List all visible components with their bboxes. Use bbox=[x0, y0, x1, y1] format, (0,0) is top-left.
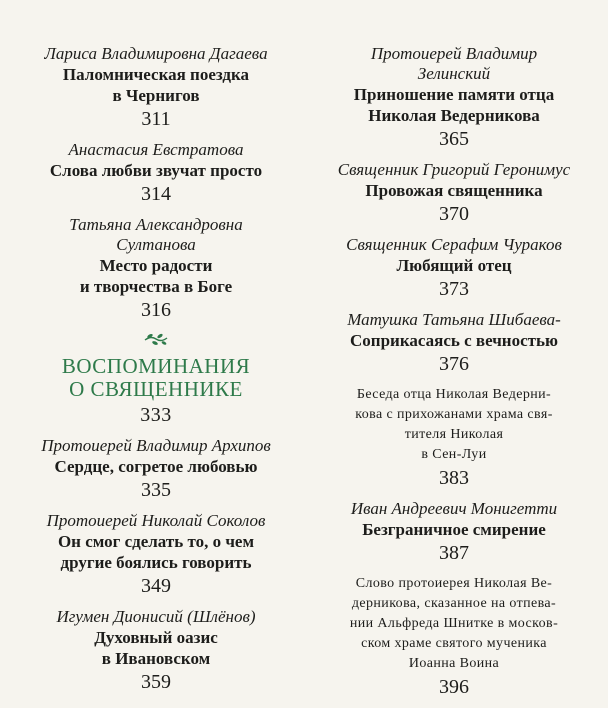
entry-author: Протоиерей Владимир Архипов bbox=[41, 436, 271, 455]
toc-entry bbox=[308, 385, 600, 490]
toc-entry bbox=[10, 511, 302, 598]
entry-text-line: ском храме святого мученика bbox=[361, 636, 547, 651]
toc-entry bbox=[10, 436, 302, 502]
entry-author: Анастасия Евстратова bbox=[68, 140, 244, 159]
entry-page-number: 333 bbox=[140, 404, 172, 426]
entry-title-line: и творчества в Боге bbox=[79, 277, 233, 296]
entry-author: Лариса Владимировна Дагаева bbox=[44, 44, 268, 63]
entry-page-number: 314 bbox=[141, 183, 171, 205]
toc-entry bbox=[10, 215, 302, 322]
entry-title-line: Приношение памяти отца bbox=[353, 85, 555, 104]
entry-title-line: Безграничное смирение bbox=[362, 520, 546, 539]
entry-title-line: в Чернигов bbox=[112, 86, 200, 105]
entry-title-line: Место радости bbox=[99, 256, 213, 275]
entry-author-line: Протоиерей Владимир bbox=[370, 44, 538, 63]
section-title-line: ВОСПОМИНАНИЯ bbox=[61, 354, 251, 378]
entry-author: Священник Серафим Чураков bbox=[346, 235, 562, 254]
entry-title-line: Николая Ведерникова bbox=[368, 106, 540, 125]
entry-title-line: Паломническая поездка bbox=[62, 65, 250, 84]
entry-page-number: 316 bbox=[141, 299, 171, 321]
entry-author: Игумен Дионисий (Шлёнов) bbox=[56, 607, 256, 626]
entry-text-line: Иоанна Воина bbox=[408, 656, 500, 671]
entry-title-line: другие боялись говорить bbox=[60, 553, 252, 572]
entry-title-line: Сердце, согретое любовью bbox=[54, 457, 258, 476]
entry-title-line: Любящий отец bbox=[396, 256, 512, 275]
entry-page-number: 365 bbox=[439, 128, 469, 150]
entry-title-line: Слова любви звучат просто bbox=[49, 161, 263, 180]
entry-page-number: 349 bbox=[141, 575, 171, 597]
entry-author: Протоиерей Николай Соколов bbox=[46, 511, 266, 530]
toc-entry bbox=[10, 44, 302, 131]
entry-text-line: Слово протоиерея Николая Ве- bbox=[355, 576, 553, 591]
entry-author: Иван Андреевич Монигетти bbox=[350, 499, 558, 518]
toc-entry bbox=[308, 235, 600, 301]
entry-author: Матушка Татьяна Шибаева- bbox=[347, 310, 561, 329]
entry-page-number: 359 bbox=[141, 671, 171, 693]
toc-left-column bbox=[10, 44, 302, 703]
section-heading bbox=[10, 355, 302, 427]
entry-title-line: Соприкасаясь с вечностью bbox=[350, 331, 558, 350]
entry-text-line: Беседа отца Николая Ведерни- bbox=[356, 387, 552, 402]
toc-entry bbox=[10, 140, 302, 206]
entry-title-line: Он смог сделать то, о чем bbox=[57, 532, 255, 551]
toc-entry bbox=[308, 310, 600, 376]
entry-page-number: 376 bbox=[439, 353, 469, 375]
entry-title-line: в Ивановском bbox=[101, 649, 211, 668]
entry-author: Священник Григорий Геронимус bbox=[337, 160, 571, 179]
entry-page-number: 396 bbox=[439, 676, 469, 698]
entry-page-number: 387 bbox=[439, 542, 469, 564]
entry-page-number: 335 bbox=[141, 479, 171, 501]
entry-text-line: в Сен-Луи bbox=[421, 447, 487, 462]
entry-text-line: дерникова, сказанное на отпева- bbox=[351, 596, 557, 611]
toc-entry bbox=[308, 499, 600, 565]
entry-author-line: Татьяна Александровна bbox=[69, 215, 243, 234]
toc-right-column bbox=[308, 44, 600, 708]
entry-page-number: 370 bbox=[439, 203, 469, 225]
entry-author-line: Зелинский bbox=[417, 64, 491, 83]
toc-entry bbox=[308, 44, 600, 151]
toc-entry bbox=[308, 574, 600, 699]
entry-page-number: 373 bbox=[439, 278, 469, 300]
entry-title-line: Духовный оазис bbox=[94, 628, 218, 647]
leaf-ornament-icon bbox=[143, 331, 169, 347]
entry-page-number: 383 bbox=[439, 467, 469, 489]
toc-entry bbox=[10, 607, 302, 694]
section-title-line: О СВЯЩЕННИКЕ bbox=[69, 377, 243, 401]
entry-text-line: кова с прихожанами храма свя- bbox=[355, 407, 553, 422]
entry-author-line: Султанова bbox=[116, 235, 196, 254]
entry-text-line: тителя Николая bbox=[404, 427, 504, 442]
entry-page-number: 311 bbox=[141, 108, 171, 130]
toc-entry bbox=[308, 160, 600, 226]
entry-title-line: Провожая священника bbox=[365, 181, 543, 200]
entry-text-line: нии Альфреда Шнитке в москов- bbox=[349, 616, 559, 631]
